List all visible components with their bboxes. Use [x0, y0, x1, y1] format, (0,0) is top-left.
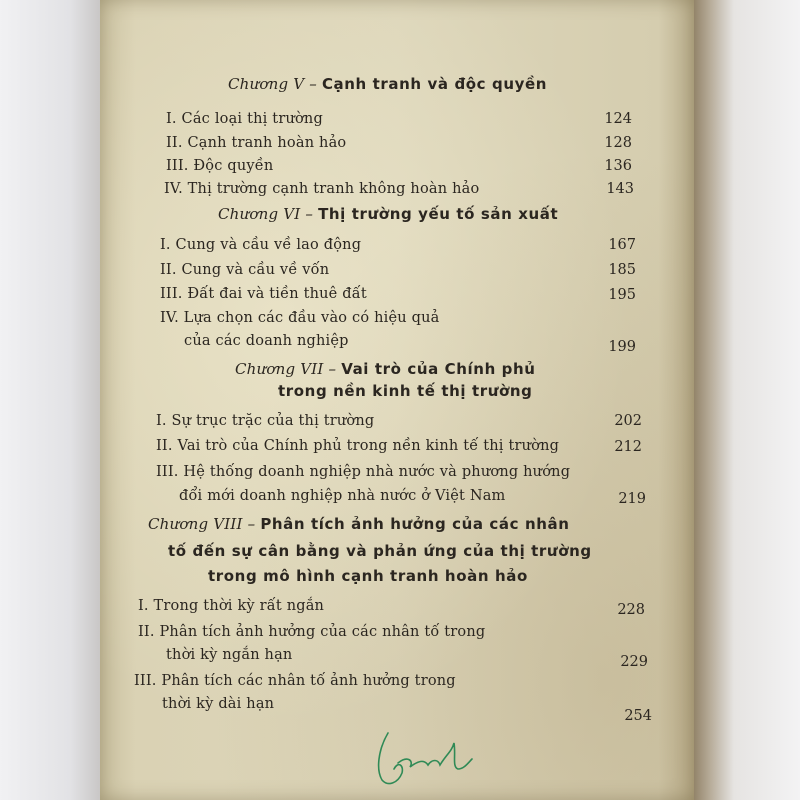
page-number: 128: [604, 135, 632, 151]
handwritten-signature: [368, 725, 478, 795]
toc-entry: II. Vai trò của Chính phủ trong nền kinh tế thị trường: [156, 438, 560, 454]
page-number: 143: [606, 181, 634, 197]
toc-entry-continued: đổi mới doanh nghiệp nhà nước ở Việt Nam: [179, 488, 506, 504]
toc-entry-continued: thời kỳ dài hạn: [162, 696, 275, 712]
chapter-number: Chương VI: [218, 205, 301, 223]
chapter-number: Chương VII: [235, 360, 324, 378]
page-number: 228: [617, 602, 645, 618]
toc-entry: II. Cạnh tranh hoàn hảo: [166, 135, 347, 151]
toc-entry: I. Trong thời kỳ rất ngắn: [138, 598, 325, 614]
chapter-heading: Chương VI – Thị trường yếu tố sản xuất: [218, 205, 559, 223]
toc-entry: III. Độc quyền: [166, 158, 274, 174]
chapter-number: Chương V: [228, 75, 305, 93]
chapter-heading: Chương V – Cạnh tranh và độc quyền: [228, 75, 548, 93]
chapter-heading: Chương VII – Vai trò của Chính phủ: [235, 360, 536, 378]
chapter-title-continued: trong mô hình cạnh tranh hoàn hảo: [208, 567, 528, 585]
book-page: [100, 0, 694, 800]
toc-entry: II. Cung và cầu về vốn: [160, 262, 330, 278]
page-number: 167: [608, 237, 636, 253]
chapter-title-continued: trong nền kinh tế thị trường: [278, 382, 533, 400]
chapter-title: Thị trường yếu tố sản xuất: [318, 205, 559, 223]
toc-entry: II. Phân tích ảnh hưởng của các nhân tố trong: [138, 624, 486, 640]
chapter-title: Cạnh tranh và độc quyền: [321, 75, 548, 93]
toc-entry: I. Cung và cầu về lao động: [160, 237, 362, 253]
background-left: [0, 0, 100, 800]
chapter-title: Phân tích ảnh hưởng của các nhân: [260, 515, 570, 533]
toc-entry: III. Hệ thống doanh nghiệp nhà nước và phương hướng: [156, 464, 571, 480]
page-number: 199: [608, 339, 636, 355]
chapter-number: Chương VIII: [148, 515, 243, 533]
page-number: 229: [620, 654, 648, 670]
page-number: 254: [624, 708, 652, 724]
toc-entry: IV. Thị trường cạnh tranh không hoàn hảo: [164, 181, 480, 197]
page-number: 195: [608, 287, 636, 303]
page-number: 185: [608, 262, 636, 278]
toc-entry: III. Phân tích các nhân tố ảnh hưởng trong: [134, 673, 456, 689]
page-number: 136: [604, 158, 632, 174]
toc-entry: III. Đất đai và tiền thuê đất: [160, 286, 367, 302]
chapter-heading: Chương VIII – Phân tích ảnh hưởng của các nhân: [148, 515, 570, 533]
toc-entry: IV. Lựa chọn các đầu vào có hiệu quả: [160, 310, 440, 326]
background-right: [690, 0, 800, 800]
chapter-title-continued: tố đến sự cân bằng và phản ứng của thị trường: [168, 542, 592, 560]
toc-entry-continued: thời kỳ ngắn hạn: [166, 647, 293, 663]
page-number: 202: [614, 413, 642, 429]
chapter-title: Vai trò của Chính phủ: [341, 360, 536, 378]
page-number: 124: [604, 111, 632, 127]
page-number: 219: [618, 491, 646, 507]
toc-entry: I. Sự trục trặc của thị trường: [156, 413, 375, 429]
toc-entry: I. Các loại thị trường: [166, 111, 323, 127]
toc-entry-continued: của các doanh nghiệp: [184, 333, 349, 349]
page-number: 212: [614, 439, 642, 455]
